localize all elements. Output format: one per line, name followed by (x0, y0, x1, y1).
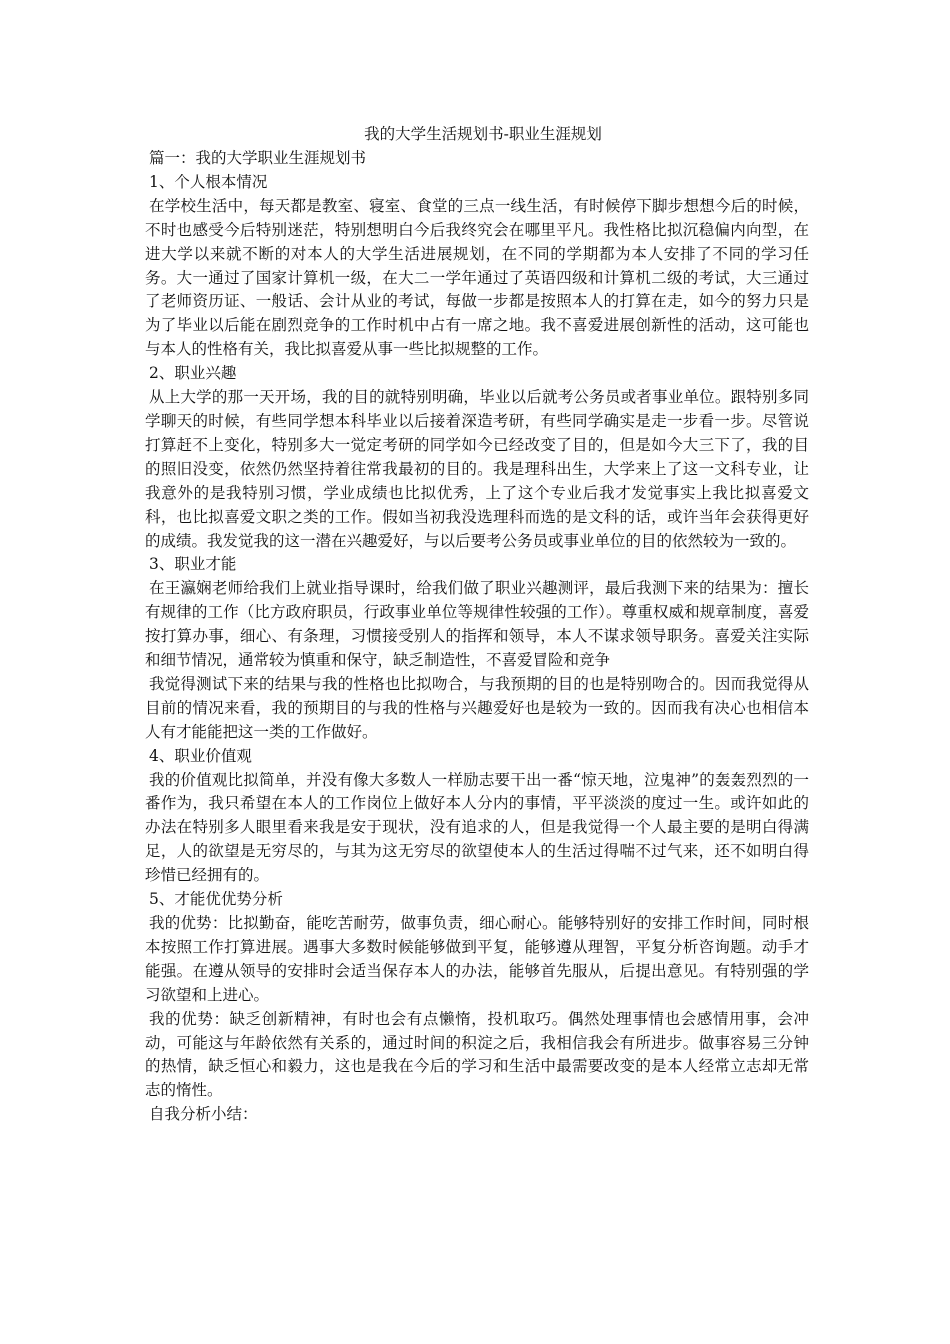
paragraph-weaknesses: 我的优势：缺乏创新精神，有时也会有点懒惰，投机取巧。偶然处理事情也会感情用事，会冲动，可能这与年龄依然有关系的，通过时间的积淀之后，我相信我会有所进步。做事容易三分钟的热情，缺乏恒心和毅力，这也是我在今后的学习和生活中最需要改变的是本人经常立志却无常志的惰性。 (145, 1009, 809, 1100)
section-heading-career-ability: 3、职业才能 (149, 555, 237, 574)
paragraph-career-ability-conclusion: 我觉得测试下来的结果与我的性格也比拟吻合，与我预期的目的也是特别吻合的。因而我觉得从目前的情况来看，我的预期目的与我的性格与兴趣爱好也是较为一致的。因而我有决心也相信本人有才能能把这一类的工作做好。 (145, 674, 809, 741)
paragraph-career-values: 我的价值观比拟简单，并没有像大多数人一样励志要干出一番“惊天地，泣鬼神”的轰轰烈烈的一番作为，我只希望在本人的工作岗位上做好本人分内的事情，平平淡淡的度过一生。或许如此的办法在特别多人眼里看来我是安于现状，没有追求的人，但是我觉得一个人最主要的是明白得满足，人的欲望是无穷尽的，与其为这无穷尽的欲望使本人的生活过得喘不过气来，还不如明白得珍惜已经拥有的。 (145, 770, 809, 885)
section-heading-self-analysis-summary: 自我分析小结： (149, 1105, 258, 1124)
document-body (145, 121, 809, 1127)
section-heading-part-one: 篇一：我的大学职业生涯规划书 (149, 149, 367, 167)
paragraph-career-interest: 从上大学的那一天开场，我的目的就特别明确，毕业以后就考公务员或者事业单位。跟特别多同学聊天的时候，有些同学想本科毕业以后接着深造考研，有些同学确实是走一步看一步。尽管说打算赶不上变化，特别多大一觉定考研的同学如今已经改变了目的，但是如今大三下了，我的目的照旧没变，依然仍然坚持着往常我最初的目的。我是理科出生，大学来上了这一文科专业，让我意外的是我特别习惯，学业成绩也比拟优秀，上了这个专业后我才发觉事实上我比拟喜爱文科，也比拟喜爱文职之类的工作。假如当初我没选理科而选的是文科的话，或许当年会获得更好的成绩。我发觉我的这一潜在兴趣爱好，与以后要考公务员或事业单位的目的依然较为一致的。 (145, 388, 809, 550)
paragraph-personal-situation: 在学校生活中，每天都是教室、寝室、食堂的三点一线生活，有时候停下脚步想想今后的时候，不时也感受今后特别迷茫，特别想明白今后我终究会在哪里平凡。我性格比拟沉稳偏内向型，在进大学以来就不断的对本人的大学生活进展规划，在不同的学期都为本人安排了不同的学习任务。大一通过了国家计算机一级，在大二一学年通过了英语四级和计算机二级的考试，大三通过了老师资历证、一般话、会计从业的考试，每做一步都是按照本人的打算在走，如今的努力只是为了毕业以后能在剧烈竞争的工作时机中占有一席之地。我不喜爱进展创新性的活动，这可能也与本人的性格有关，我比拟喜爱从事一些比拟规整的工作。 (145, 196, 809, 359)
paragraph-strengths: 我的优势：比拟勤奋，能吃苦耐劳，做事负责，细心耐心。能够特别好的安排工作时间，同时根本按照工作打算进展。遇事大多数时候能够做到平复，能够遵从理智，平复分析咨询题。动手才能强。在遵从领导的安排时会适当保存本人的办法，能够首先服从，后提出意见。有特别强的学习欲望和上进心。 (145, 914, 809, 1004)
section-heading-career-interest: 2、职业兴趣 (149, 364, 237, 383)
section-heading-strengths-analysis: 5、才能优优势分析 (149, 890, 283, 909)
section-heading-personal-situation: 1、个人根本情况 (149, 172, 268, 191)
paragraph-career-ability-test: 在王瀛娴老师给我们上就业指导课时，给我们做了职业兴趣测评，最后我测下来的结果为：擅长有规律的工作（比方政府职员，行政事业单位等规律性较强的工作）。尊重权威和规章制度，喜爱按打算办事，细心、有条理，习惯接受别人的指挥和领导，本人不谋求领导职务。喜爱关注实际和细节情况，通常较为慎重和保守，缺乏制造性，不喜爱冒险和竞争 (145, 579, 809, 670)
section-heading-career-values: 4、职业价值观 (149, 746, 252, 765)
document-title: 我的大学生活规划书-职业生涯规划 (364, 125, 602, 143)
